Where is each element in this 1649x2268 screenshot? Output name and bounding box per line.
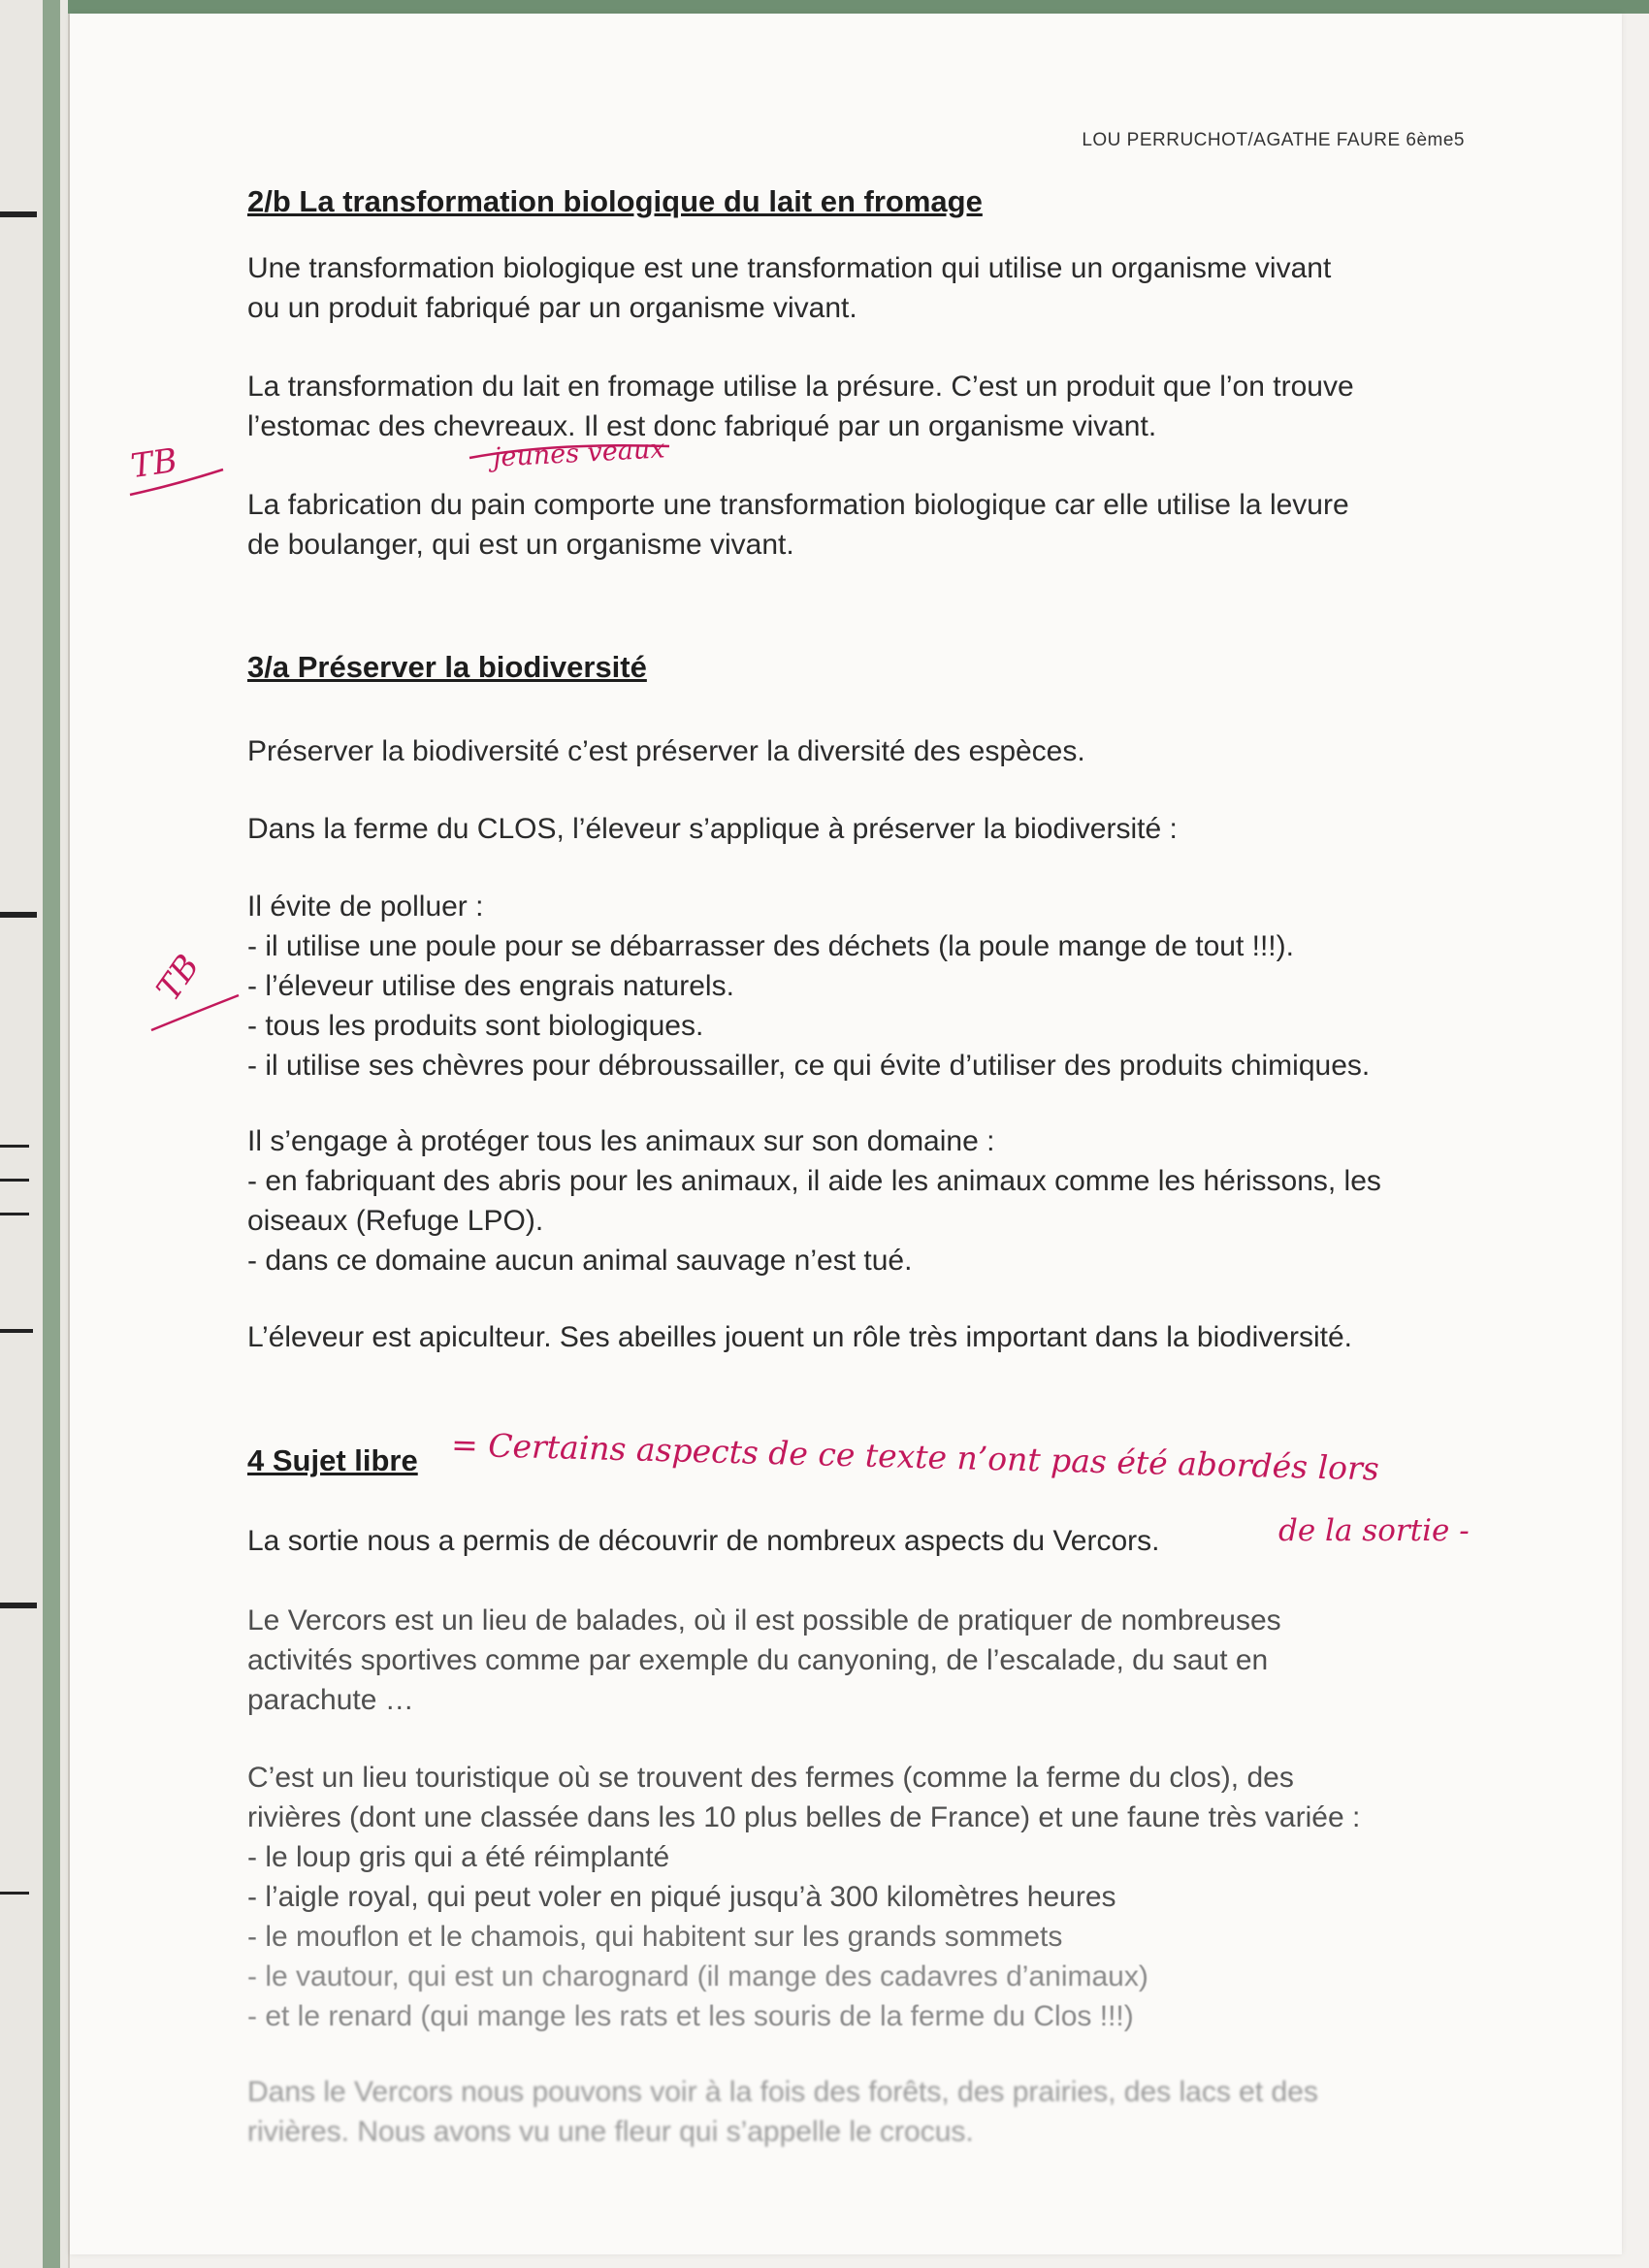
section-3a-paragraph-3 [247,887,1470,1085]
text-line: Dans la ferme du CLOS, l’éleveur s’applique à préserver la biodiversité : [247,813,1178,845]
text-line: Le Vercors est un lieu de balades, où il est possible de pratiquer de nombreuses [247,1604,1281,1636]
text-line: Une transformation biologique est une transformation qui utilise un organisme vivant [247,252,1332,284]
section-2b-paragraph-3 [247,485,1470,565]
list-item: - l’éleveur utilise des engrais naturels. [247,970,734,1002]
text-line: Il évite de polluer : [247,891,484,923]
section-4-title: 4 Sujet libre [247,1443,418,1477]
text-line: L’éleveur est apiculteur. Ses abeilles jouent un rôle très important dans la biodiversité. [247,1321,1352,1353]
binder-tick [0,1892,29,1895]
section-3a-paragraph-1 [247,731,1470,771]
list-item: - le vautour, qui est un charognard (il mange des cadavres d’animaux) [247,1960,1148,1993]
teacher-mark-tb-1: TB [128,440,180,487]
section-4-paragraph-4 [247,2072,1470,2152]
text-line: parachute … [247,1684,414,1716]
list-item: - et le renard (qui mange les rats et les souris de la ferme du Clos !!!) [247,2000,1134,2032]
text-line: Préserver la biodiversité c’est préserver la diversité des espèces. [247,735,1085,767]
teacher-mark-tb-2: TB [148,948,208,1008]
teacher-comment-line-2: de la sortie - [1278,1513,1470,1548]
list-item: - le loup gris qui a été réimplanté [247,1841,670,1873]
section-2b-paragraph-1 [247,248,1470,328]
binder-edge [0,0,70,2268]
teacher-underline-stroke [126,456,233,504]
section-4-paragraph-3 [247,1758,1470,2036]
binder-tick [0,1179,29,1182]
text-line: activités sportives comme par exemple du canyoning, de l’escalade, du saut en [247,1644,1269,1676]
text-line: oiseaux (Refuge LPO). [247,1205,544,1237]
teacher-underline-stroke [146,980,252,1038]
text-line: C’est un lieu touristique où se trouvent des fermes (comme la ferme du clos), des [247,1762,1294,1794]
section-3a-title: 3/a Préserver la biodiversité [247,650,647,684]
authors-header: LOU PERRUCHOT/AGATHE FAURE 6ème5 [1082,130,1465,150]
binder-tick [0,1145,29,1148]
list-item: - le mouflon et le chamois, qui habitent sur les grands sommets [247,1921,1063,1953]
teacher-correction: jeunes veaux [492,434,666,473]
section-2b-paragraph-2 [247,367,1470,446]
section-4-paragraph-2 [247,1601,1470,1720]
binder-tick [0,211,37,217]
text-line: rivières (dont une classée dans les 10 plus belles de France) et une faune très variée : [247,1801,1361,1833]
binder-tick [0,1213,29,1215]
teacher-comment-line-1: = Certains aspects de ce texte n’ont pas été abordés lors [450,1425,1380,1488]
list-item: - l’aigle royal, qui peut voler en piqué jusqu’à 300 kilomètres heures [247,1881,1116,1913]
text-line: ou un produit fabriqué par un organisme vivant. [247,292,857,324]
text-line: La fabrication du pain comporte une transformation biologique car elle utilise la levure [247,489,1349,521]
list-item: - en fabriquant des abris pour les animaux, il aide les animaux comme les hérissons, les [247,1165,1381,1197]
list-item: - il utilise une poule pour se débarrasser des déchets (la poule mange de tout !!!). [247,930,1294,962]
binder-tick [0,912,37,918]
scan-top-edge [68,0,1649,14]
section-3a-paragraph-2 [247,809,1470,849]
text-line: Dans le Vercors nous pouvons voir à la fois des forêts, des prairies, des lacs et des [247,2076,1318,2108]
list-item: - tous les produits sont biologiques. [247,1010,704,1042]
text-line: l’estomac des chevreaux. Il est donc fabriqué par un organisme vivant. [247,410,1157,442]
text-line: La sortie nous a permis de découvrir de nombreux aspects du Vercors. [247,1525,1160,1557]
section-3a-paragraph-5 [247,1317,1470,1357]
binder-spine [43,0,60,2268]
list-item: - il utilise ses chèvres pour débroussailler, ce qui évite d’utiliser des produits chimiques. [247,1050,1371,1082]
binder-tick [0,1603,37,1608]
text-line: de boulanger, qui est un organisme vivant. [247,529,794,561]
section-2b-title: 2/b La transformation biologique du lait en fromage [247,184,983,218]
section-3a-paragraph-4 [247,1121,1470,1280]
binder-tick [0,1329,33,1333]
text-line: Il s’engage à protéger tous les animaux sur son domaine : [247,1125,995,1157]
text-line: La transformation du lait en fromage utilise la présure. C’est un produit que l’on trouve [247,371,1354,403]
list-item: - dans ce domaine aucun animal sauvage n’est tué. [247,1245,913,1277]
text-line: rivières. Nous avons vu une fleur qui s’appelle le crocus. [247,2116,974,2148]
